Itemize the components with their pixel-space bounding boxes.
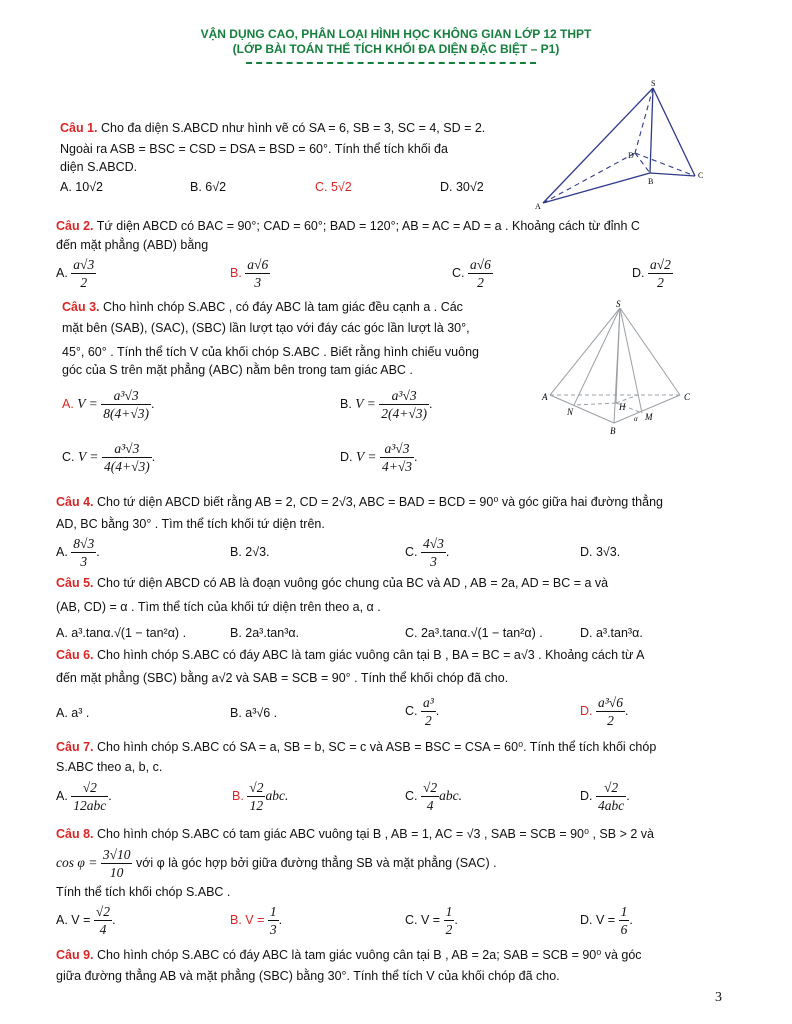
question-4-line-2: AD, BC bằng 30° . Tìm thể tích khối tứ diện trên. [56,517,325,531]
q4-option-b: B. 2√3. [230,545,270,559]
fig2-label-a: A [542,392,548,402]
question-5-line-2: (AB, CD) = α . Tìm thể tích của khối tứ diện trên theo a, α . [56,600,381,614]
fig1-label-s: S [651,79,656,88]
fig2-label-h: H [619,402,626,412]
q3-option-a: A. V = $\frac{\text{a³√3}}{8(4+√3)}$ . [62,388,155,421]
q1-option-d: D. 30√2 [440,180,484,194]
fig1-label-a: A [535,202,541,211]
q5-option-c: C. 2a³.tanα.√(1 − tan²α) . [405,626,543,640]
fig1-label-d: D [628,151,634,160]
q8-option-c: C. V = $\frac{1}{2}$ . [405,904,458,937]
fig1-label-c: C [698,171,704,180]
page-subtitle: (LỚP BÀI TOÁN THỂ TÍCH KHỐI ĐA DIỆN ĐẶC BIỆT – P1) [232,42,560,56]
q8-option-d: D. V = $\frac{1}{6}$ . [580,904,633,937]
q7-option-b: B. $\frac{√2}{12}$ abc. [232,780,289,813]
question-1-line-3: diện S.ABCD. [60,160,138,174]
q4-option-c: C. $\frac{4√3}{3}$ . [405,536,450,569]
question-7-line-2: S.ABC theo a, b, c. [56,760,163,774]
figure-pyramid-sabcd [535,78,735,213]
question-3-line-4: góc của S trên mặt phẳng (ABC) nằm bên trong tam giác ABC . [62,363,413,377]
title-underline [246,62,536,64]
q1-option-b: B. 6√2 [190,180,227,194]
q3-option-c: C. V = $\frac{\text{a³√3}}{4(4+√3)}$ . [62,441,156,474]
question-9-line-1: Câu 9. Cho hình chóp S.ABC có đáy ABC là tam giác vuông cân tại B , AB = 2a; SAB = SCB = 90⁰ và góc [56,948,642,962]
fig2-label-b: B [610,426,616,436]
q4-option-a: A. $\frac{8√3}{3}$ . [56,536,100,569]
question-6-line-2: đến mặt phẳng (SBC) bằng a√2 và SAB = SCB = 90° . Tính thể khối chóp đã cho. [56,671,509,685]
q8-option-a: A. V = $\frac{√2}{4}$ . [56,904,116,937]
question-2-line-2: đến mặt phẳng (ABD) bằng [56,238,209,252]
fig2-label-n: N [567,407,574,417]
q5-option-a: A. a³.tanα.√(1 − tan²α) . [56,626,187,640]
page-title: VẬN DỤNG CAO, PHÂN LOẠI HÌNH HỌC KHÔNG GIAN LỚP 12 THPT [200,27,592,41]
question-8-line-3: Tính thể tích khối chóp S.ABC . [56,885,231,899]
question-3-line-2: mặt bên (SAB), (SAC), (SBC) lần lượt tạo với đáy các góc lần lượt là 30°, [62,321,470,335]
question-8-line-2: cos φ = $\frac{3√10}{10}$ với φ là góc hợp bởi giữa đường thẳng SB và mặt phẳng (SAC) . [56,847,497,880]
q7-option-a: A. $\frac{√2}{\text{12abc}}$ . [56,780,112,813]
question-1-line-2: Ngoài ra ASB = BSC = CSD = DSA = BSD = 60°. Tính thể tích khối đa [60,142,448,156]
question-6-line-1: Câu 6. Cho hình chóp S.ABC có đáy ABC là tam giác vuông cân tại B , BA = BC = a√3 . Khoảng cách từ A [56,648,645,662]
q6-option-b: B. a³√6 . [230,706,278,720]
q2-option-b: B. $\frac{a√6}{3}$ [230,257,269,290]
question-3-line-1: Câu 3. Cho hình chóp S.ABC , có đáy ABC là tam giác đều cạnh a . Các [62,300,463,314]
fig2-label-c: C [684,392,691,402]
fig1-label-b: B [648,177,654,186]
q5-option-b: B. 2a³.tan³α. [230,626,300,640]
q3-option-b: B. V = $\frac{\text{a³√3}}{2(4+√3)}$ . [340,388,433,421]
q6-option-a: A. a³ . [56,706,90,720]
question-3-line-3: 45°, 60° . Tính thể tích V của khối chóp S.ABC . Biết rằng hình chiếu vuông [62,345,479,359]
question-8-line-1: Câu 8. Cho hình chóp S.ABC có tam giác ABC vuông tại B , AB = 1, AC = √3 , SAB = SCB = 90⁰ , SB > 2 và [56,827,654,841]
q7-option-c: C. $\frac{√2}{4}$ abc. [405,780,463,813]
q5-option-d: D. a³.tan³α. [580,626,643,640]
q6-option-c: C. $\frac{\text{a³}}{2}$ . [405,695,440,728]
fig2-label-alpha: α [634,415,638,423]
figure-pyramid-sabc [540,298,705,438]
q4-option-d: D. 3√3. [580,545,621,559]
question-1-line-1: Câu 1. Cho đa diện S.ABCD như hình vẽ có SA = 6, SB = 3, SC = 4, SD = 2. [60,121,486,135]
q2-option-d: D. $\frac{a√2}{2}$ [632,257,671,290]
q1-option-a: A. 10√2 [60,180,103,194]
question-2-line-1: Câu 2. Tứ diện ABCD có BAC = 90°; CAD = 60°; BAD = 120°; AB = AC = AD = a . Khoảng cách từ đỉnh C [56,219,640,233]
question-7-line-1: Câu 7. Cho hình chóp S.ABC có SA = a, SB = b, SC = c và ASB = BSC = CSA = 60⁰. Tính thể tích khối chóp [56,740,657,754]
q3-option-d: D. V = $\frac{\text{a³√3}}{4+√3}$ . [340,441,418,474]
q7-option-d: D. $\frac{√2}{\text{4abc}}$ . [580,780,630,813]
q1-option-c: C. 5√2 [315,180,352,194]
question-4-line-1: Câu 4. Cho tứ diện ABCD biết rằng AB = 2, CD = 2√3, ABC = BAD = BCD = 90⁰ và góc giữa hai đường thẳng [56,495,663,509]
fig2-label-s: S [616,299,621,309]
page-number: 3 [715,990,722,1005]
q2-option-c: C. $\frac{a√6}{2}$ [452,257,491,290]
question-9-line-2: giữa đường thẳng AB và mặt phẳng (SBC) bằng 30°. Tính thể tích V của khối chóp đã cho. [56,969,560,983]
q6-option-d: D. $\frac{\text{a³√6}}{2}$ . [580,695,629,728]
fig2-label-m: M [645,412,653,422]
q8-option-b: B. V = $\frac{1}{3}$ . [230,904,283,937]
q2-option-a: A. $\frac{a√3}{2}$ [56,257,95,290]
question-5-line-1: Câu 5. Cho tứ diện ABCD có AB là đoạn vuông góc chung của BC và AD , AB = 2a, AD = BC = a và [56,576,609,590]
